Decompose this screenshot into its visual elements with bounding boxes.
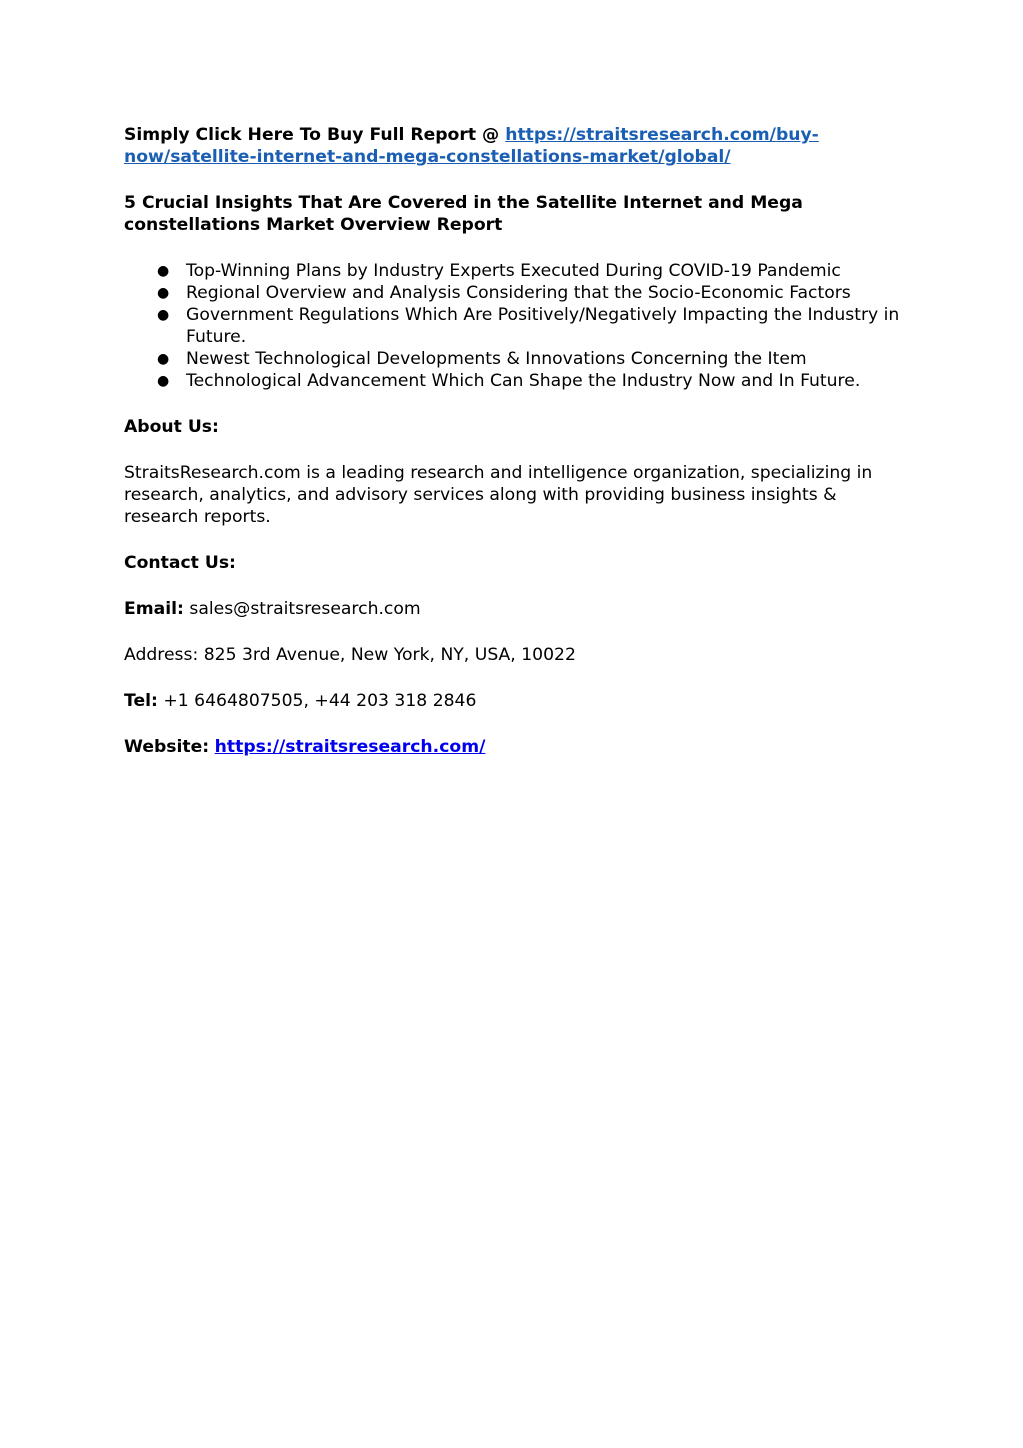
bullet-icon: ●: [157, 373, 170, 389]
insights-heading: 5 Crucial Insights That Are Covered in the Satellite Internet and Mega constellations Market Overview Report: [124, 193, 803, 235]
bullet-icon: ●: [157, 263, 170, 279]
insights-list: [124, 260, 914, 392]
list-item: [124, 348, 914, 370]
tel-label: Tel:: [124, 691, 158, 711]
list-item: [124, 370, 914, 392]
contact-heading: Contact Us:: [124, 553, 236, 573]
about-body: StraitsResearch.com is a leading research and intelligence organization, specializing in research, analytics, and advisory services along with providing business insights & research reports.: [124, 463, 873, 527]
bullet-icon: ●: [157, 285, 170, 301]
email-value: sales@straitsresearch.com: [183, 599, 421, 619]
tel-value: +1 6464807505, +44 203 318 2846: [157, 691, 477, 711]
list-item: [124, 304, 914, 348]
buy-report-lead: Simply Click Here To Buy Full Report @: [124, 125, 506, 145]
tel-line: [124, 690, 914, 712]
address-line: Address: 825 3rd Avenue, New York, NY, USA, 10022: [124, 645, 576, 665]
email-label: Email:: [124, 599, 184, 619]
list-item-text: Top-Winning Plans by Industry Experts Executed During COVID-19 Pandemic: [186, 261, 841, 281]
email-line: [124, 598, 914, 620]
list-item-text: Government Regulations Which Are Positively/Negatively Impacting the Industry in Future.: [186, 305, 900, 347]
document-page: [124, 124, 914, 758]
buy-report-line: [124, 124, 914, 168]
list-item: [124, 260, 914, 282]
list-item-text: Technological Advancement Which Can Shape the Industry Now and In Future.: [186, 371, 861, 391]
bullet-icon: ●: [157, 351, 170, 367]
buy-report-link[interactable]: https://straitsresearch.com/buy-now/satellite-internet-and-mega-constellations-market/global/: [124, 125, 819, 167]
website-link[interactable]: https://straitsresearch.com/: [214, 737, 486, 757]
list-item-text: Newest Technological Developments & Innovations Concerning the Item: [186, 349, 807, 369]
bullet-icon: ●: [157, 307, 170, 323]
website-label: Website:: [124, 737, 210, 757]
list-item: [124, 282, 914, 304]
website-line: [124, 736, 914, 758]
about-heading: About Us:: [124, 417, 219, 437]
list-item-text: Regional Overview and Analysis Considering that the Socio-Economic Factors: [186, 283, 851, 303]
